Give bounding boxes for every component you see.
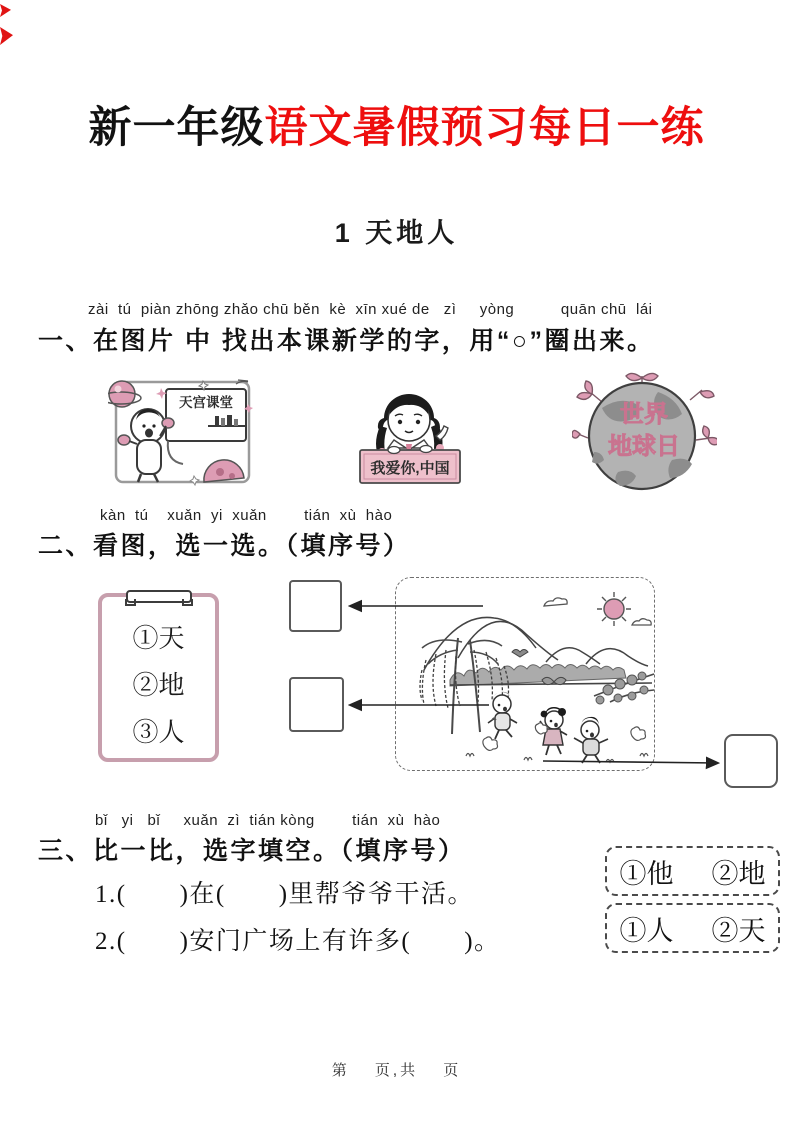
clipboard-item-1: ①天 <box>132 624 185 653</box>
q3-text: 三、比一比，选字填空。（填序号） <box>38 837 466 865</box>
clipboard-item-3: ③人 <box>132 718 185 747</box>
q3-option-box-2 <box>605 903 780 953</box>
red-corner-mark-icon <box>0 27 13 45</box>
q3-item-1: 1.( )在( )里帮爷爷干活。 <box>95 881 475 908</box>
earth-label-line1: 世界 <box>620 401 668 428</box>
option-ren: ①人 <box>619 915 674 946</box>
q1-text: 一、在图片 中 找出本课新学的字，用“○”圈出来。 <box>38 327 655 355</box>
answer-box-ground <box>289 677 344 732</box>
q2-text: 二、看图，选一选。（填序号） <box>38 532 411 560</box>
clipboard-item-2: ②地 <box>132 671 185 700</box>
answer-box-people <box>724 734 778 788</box>
clipboard-word-list <box>102 613 215 754</box>
option-di: ②地 <box>711 858 766 889</box>
space-classroom-illustration <box>108 376 256 488</box>
scene-picture <box>395 577 655 771</box>
board-label: 天宫课堂 <box>179 395 233 410</box>
option-ta: ①他 <box>619 858 674 889</box>
q2-pinyin: kàn tú xuǎn yi xuǎn tián xù hào <box>100 507 393 524</box>
answer-box-sky <box>289 580 342 632</box>
girl-with-sign-illustration <box>350 378 468 489</box>
page-footer: 第 页,共 页 <box>331 1062 462 1079</box>
earth-day-illustration <box>572 368 717 492</box>
q3-item-2: 2.( )安门广场上有许多( )。 <box>95 928 501 955</box>
page-title-red: 语文暑假预习每日一练 <box>264 104 705 152</box>
clipboard <box>98 593 219 762</box>
page-title-black: 新一年级 <box>88 104 265 152</box>
page-title <box>0 94 793 155</box>
red-corner-mark-icon <box>0 4 11 17</box>
q2-figure-area <box>0 577 793 792</box>
sign-label: 我爱你,中国 <box>370 460 450 477</box>
clipboard-clip-icon <box>126 590 192 603</box>
lesson-heading: 1 天地人 <box>334 218 459 248</box>
option-tian: ②天 <box>711 915 766 946</box>
earth-label-line2: 地球日 <box>608 433 680 460</box>
q1-pinyin: zài tú piàn zhōng zhǎo chū běn kè xīn xué de zì yòng quān chū lái <box>88 301 653 318</box>
q3-option-box-1 <box>605 846 780 896</box>
q3-pinyin: bǐ yi bǐ xuǎn zì tián kòng tián xù hào <box>95 812 441 829</box>
